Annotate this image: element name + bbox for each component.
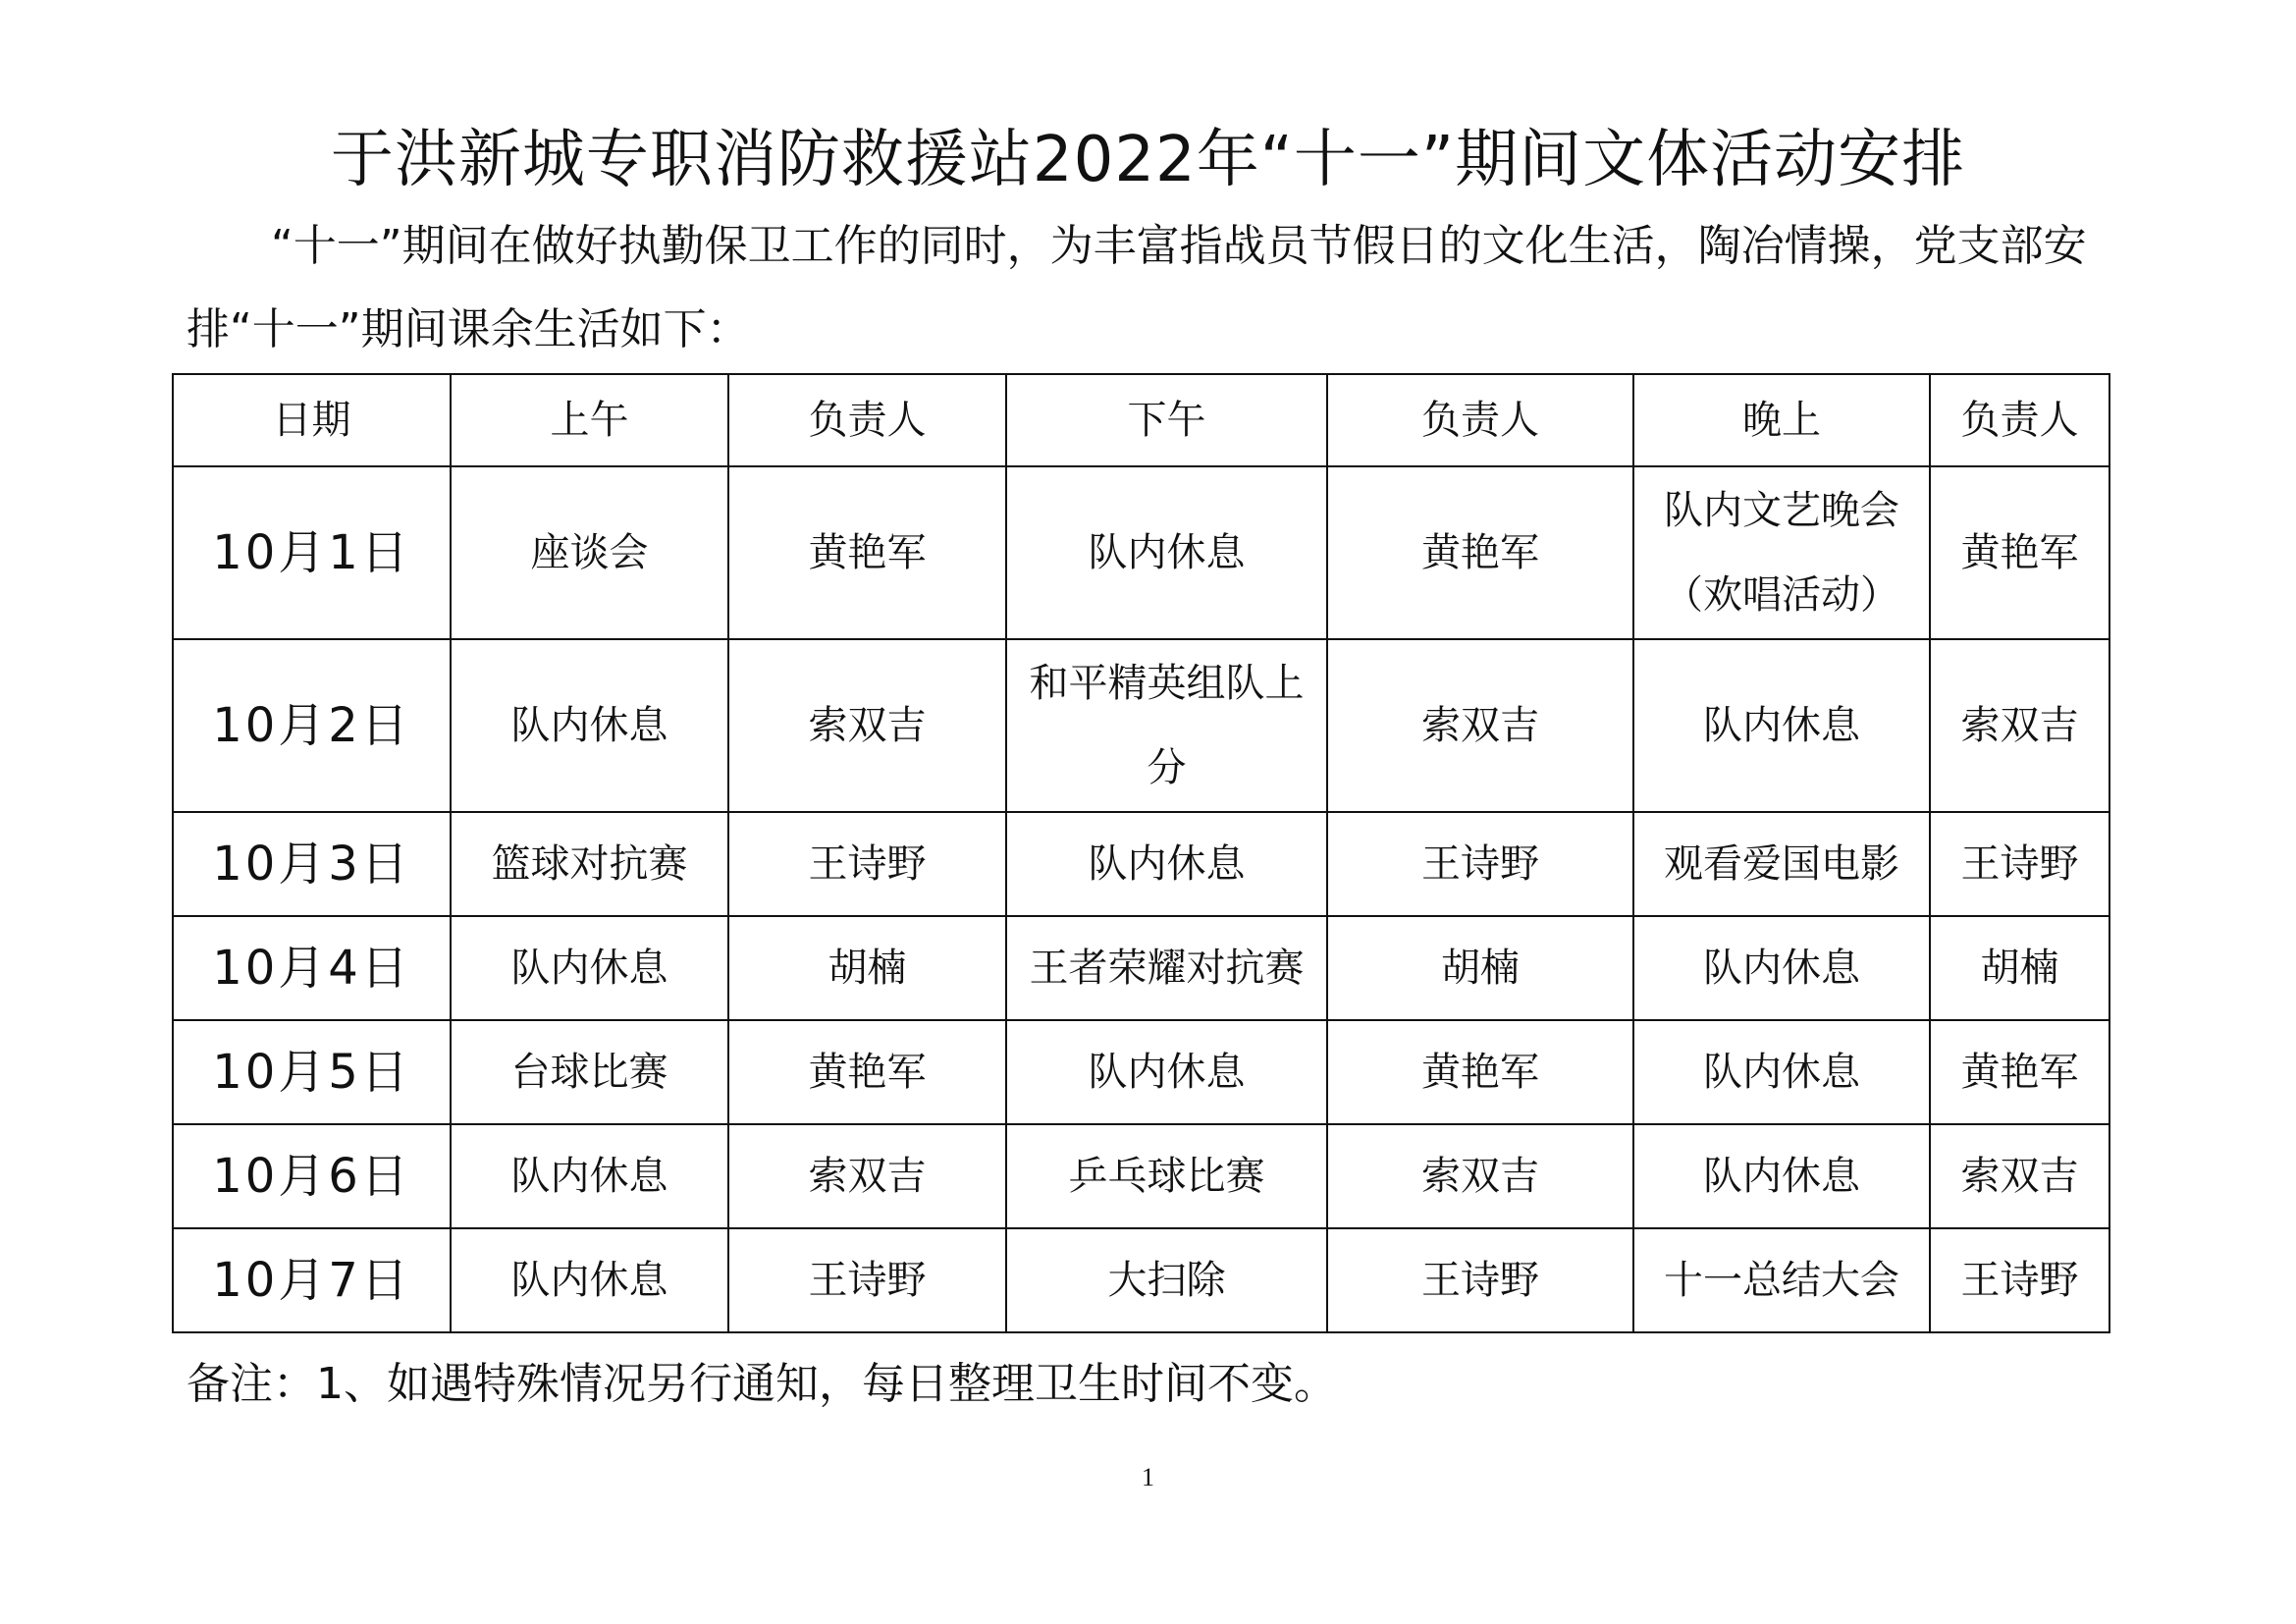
morning-cell: 队内休息 <box>451 1124 728 1228</box>
morning-lead-cell: 胡楠 <box>728 916 1006 1020</box>
date-cell: 10月6日 <box>173 1124 451 1228</box>
evening-cell: 十一总结大会 <box>1633 1228 1930 1332</box>
date-cell: 10月7日 <box>173 1228 451 1332</box>
afternoon-lead-cell: 王诗野 <box>1327 1228 1633 1332</box>
table-row <box>173 466 2109 639</box>
table-header-row <box>173 374 2109 466</box>
header-morning: 上午 <box>451 374 728 466</box>
morning-lead-cell: 黄艳军 <box>728 466 1006 639</box>
afternoon-cell: 乒乓球比赛 <box>1006 1124 1327 1228</box>
evening-lead-cell: 索双吉 <box>1930 639 2109 812</box>
evening-cell: 队内休息 <box>1633 916 1930 1020</box>
header-evening-lead: 负责人 <box>1930 374 2109 466</box>
evening-lead-cell: 索双吉 <box>1930 1124 2109 1228</box>
date-cell: 10月2日 <box>173 639 451 812</box>
header-afternoon-lead: 负责人 <box>1327 374 1633 466</box>
evening-cell: 队内文艺晚会（欢唱活动） <box>1633 466 1930 639</box>
morning-cell: 队内休息 <box>451 639 728 812</box>
header-date: 日期 <box>173 374 451 466</box>
evening-cell: 观看爱国电影 <box>1633 812 1930 916</box>
header-evening: 晚上 <box>1633 374 1930 466</box>
afternoon-cell: 和平精英组队上分 <box>1006 639 1327 812</box>
date-cell: 10月4日 <box>173 916 451 1020</box>
date-cell: 10月3日 <box>173 812 451 916</box>
evening-lead-cell: 胡楠 <box>1930 916 2109 1020</box>
morning-lead-cell: 王诗野 <box>728 1228 1006 1332</box>
afternoon-lead-cell: 黄艳军 <box>1327 1020 1633 1124</box>
morning-cell: 篮球对抗赛 <box>451 812 728 916</box>
date-cell: 10月5日 <box>173 1020 451 1124</box>
morning-cell: 队内休息 <box>451 916 728 1020</box>
schedule-table <box>172 373 2110 1333</box>
table-row <box>173 639 2109 812</box>
table-row <box>173 1020 2109 1124</box>
header-morning-lead: 负责人 <box>728 374 1006 466</box>
date-cell: 10月1日 <box>173 466 451 639</box>
morning-cell: 座谈会 <box>451 466 728 639</box>
evening-lead-cell: 王诗野 <box>1930 1228 2109 1332</box>
morning-cell: 队内休息 <box>451 1228 728 1332</box>
evening-cell: 队内休息 <box>1633 1020 1930 1124</box>
table-row <box>173 916 2109 1020</box>
table-row <box>173 1228 2109 1332</box>
afternoon-cell: 队内休息 <box>1006 812 1327 916</box>
morning-cell: 台球比赛 <box>451 1020 728 1124</box>
afternoon-cell: 队内休息 <box>1006 1020 1327 1124</box>
afternoon-lead-cell: 索双吉 <box>1327 1124 1633 1228</box>
evening-lead-cell: 黄艳军 <box>1930 1020 2109 1124</box>
afternoon-cell: 大扫除 <box>1006 1228 1327 1332</box>
evening-cell: 队内休息 <box>1633 639 1930 812</box>
afternoon-lead-cell: 胡楠 <box>1327 916 1633 1020</box>
afternoon-lead-cell: 索双吉 <box>1327 639 1633 812</box>
intro-paragraph: “十一”期间在做好执勤保卫工作的同时，为丰富指战员节假日的文化生活，陶冶情操，党支部安排“十一”期间课余生活如下： <box>187 221 2087 354</box>
morning-lead-cell: 索双吉 <box>728 1124 1006 1228</box>
evening-lead-cell: 王诗野 <box>1930 812 2109 916</box>
morning-lead-cell: 黄艳军 <box>728 1020 1006 1124</box>
afternoon-lead-cell: 黄艳军 <box>1327 466 1633 639</box>
evening-lead-cell: 黄艳军 <box>1930 466 2109 639</box>
afternoon-cell: 队内休息 <box>1006 466 1327 639</box>
evening-cell: 队内休息 <box>1633 1124 1930 1228</box>
table-row <box>173 812 2109 916</box>
afternoon-lead-cell: 王诗野 <box>1327 812 1633 916</box>
afternoon-cell: 王者荣耀对抗赛 <box>1006 916 1327 1020</box>
table-row <box>173 1124 2109 1228</box>
page-number: 1 <box>1142 1463 1154 1491</box>
page-title: 于洪新城专职消防救援站2022年“十一”期间文体活动安排 <box>330 124 1966 196</box>
morning-lead-cell: 索双吉 <box>728 639 1006 812</box>
header-afternoon: 下午 <box>1006 374 1327 466</box>
morning-lead-cell: 王诗野 <box>728 812 1006 916</box>
footnote: 备注：1、如遇特殊情况另行通知，每日整理卫生时间不变。 <box>187 1359 1337 1409</box>
